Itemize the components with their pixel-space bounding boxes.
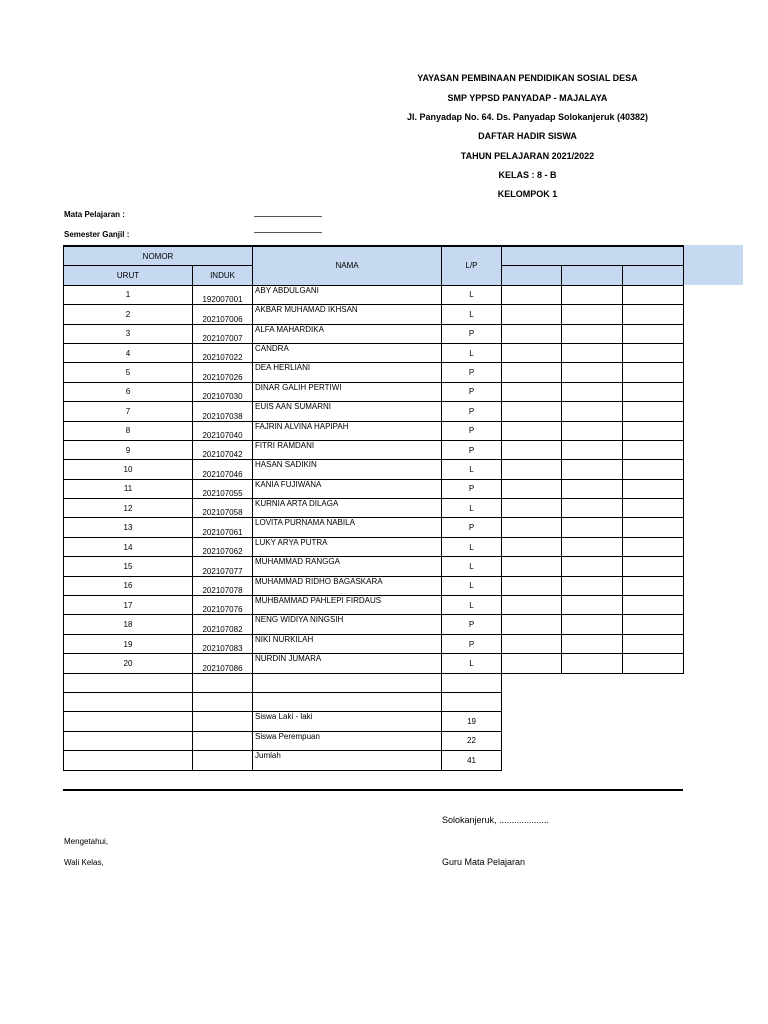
- semester-blank-line: [254, 232, 322, 233]
- attendance-cell: [562, 421, 623, 440]
- student-id: 202107006: [193, 305, 253, 324]
- empty-cell: [64, 673, 193, 692]
- header-attendance-group: [502, 246, 684, 266]
- empty-cell: [64, 731, 193, 750]
- student-row: [64, 440, 684, 459]
- attendance-cell: [502, 499, 562, 518]
- student-name: LUKY ARYA PUTRA: [253, 537, 442, 556]
- empty-cell: [442, 692, 502, 711]
- attendance-cell: [502, 576, 562, 595]
- student-row: [64, 615, 684, 634]
- student-row: [64, 479, 684, 498]
- row-number: 14: [64, 537, 193, 556]
- gender-code: L: [442, 596, 502, 615]
- gender-code: L: [442, 285, 502, 304]
- attendance-cell: [623, 363, 684, 382]
- semester-label: Semester Ganjil :: [64, 230, 130, 239]
- student-name: NENG WIDIYA NINGSIH: [253, 615, 442, 634]
- row-number: 17: [64, 596, 193, 615]
- student-id: 202107007: [193, 324, 253, 343]
- attendance-cell: [502, 324, 562, 343]
- gender-code: P: [442, 440, 502, 459]
- empty-cell: [64, 692, 193, 711]
- attendance-cell: [562, 382, 623, 401]
- gender-code: P: [442, 363, 502, 382]
- attendance-cell: [502, 382, 562, 401]
- empty-row: [64, 692, 684, 711]
- gender-code: L: [442, 654, 502, 673]
- attendance-cell: [623, 479, 684, 498]
- attendance-cell: [623, 324, 684, 343]
- attendance-cell: [502, 460, 562, 479]
- row-number: 12: [64, 499, 193, 518]
- subject-label: Mata Pelajaran :: [64, 210, 125, 219]
- attendance-cell: [562, 499, 623, 518]
- subject-blank-line: [254, 216, 322, 217]
- student-name: MUHAMMAD RANGGA: [253, 557, 442, 576]
- attendance-cell: [623, 460, 684, 479]
- student-id: 202107083: [193, 634, 253, 653]
- attendance-cell: [562, 305, 623, 324]
- header-lp: L/P: [442, 246, 502, 285]
- foundation-name: YAYASAN PEMBINAAN PENDIDIKAN SOSIAL DESA: [417, 73, 638, 83]
- row-number: 8: [64, 421, 193, 440]
- summary-label: Siswa Perempuan: [253, 731, 442, 750]
- student-name: MUHBAMMAD PAHLEPI FIRDAUS: [253, 596, 442, 615]
- attendance-cell: [623, 596, 684, 615]
- row-number: 16: [64, 576, 193, 595]
- student-name: LOVITA PURNAMA NABILA: [253, 518, 442, 537]
- row-number: 2: [64, 305, 193, 324]
- attendance-cell: [562, 440, 623, 459]
- class-label: KELAS : 8 - B: [498, 170, 557, 180]
- student-name: FITRI RAMDANI: [253, 440, 442, 459]
- student-row: [64, 382, 684, 401]
- empty-cell: [193, 731, 253, 750]
- student-id: 202107076: [193, 596, 253, 615]
- header-attendance-3: [623, 266, 684, 285]
- roster-body: [64, 285, 684, 770]
- student-id: 202107040: [193, 421, 253, 440]
- gender-code: P: [442, 479, 502, 498]
- attendance-cell: [562, 518, 623, 537]
- attendance-cell: [502, 479, 562, 498]
- student-id: 202107077: [193, 557, 253, 576]
- student-name: DINAR GALIH PERTIWI: [253, 382, 442, 401]
- attendance-cell: [502, 343, 562, 362]
- student-id: 202107026: [193, 363, 253, 382]
- attendance-cell: [623, 402, 684, 421]
- empty-row: [64, 673, 684, 692]
- document-title: DAFTAR HADIR SISWA: [478, 131, 577, 141]
- student-name: ABY ABDULGANI: [253, 285, 442, 304]
- attendance-cell: [623, 537, 684, 556]
- row-number: 6: [64, 382, 193, 401]
- attendance-cell: [562, 576, 623, 595]
- student-id: 202107086: [193, 654, 253, 673]
- header-attendance-2: [562, 266, 623, 285]
- student-id: 202107055: [193, 479, 253, 498]
- attendance-cell: [562, 479, 623, 498]
- student-row: [64, 324, 684, 343]
- empty-cell: [442, 673, 502, 692]
- attendance-cell: [562, 285, 623, 304]
- attendance-cell: [502, 537, 562, 556]
- student-id: 202107042: [193, 440, 253, 459]
- student-id: 202107022: [193, 343, 253, 362]
- gender-code: L: [442, 460, 502, 479]
- summary-row: [64, 731, 684, 750]
- student-id: 202107058: [193, 499, 253, 518]
- attendance-cell: [623, 382, 684, 401]
- header-induk: INDUK: [193, 266, 253, 285]
- gender-code: L: [442, 557, 502, 576]
- attendance-cell: [562, 634, 623, 653]
- attendance-cell: [562, 343, 623, 362]
- student-row: [64, 576, 684, 595]
- attendance-cell: [502, 557, 562, 576]
- attendance-cell: [502, 654, 562, 673]
- row-number: 3: [64, 324, 193, 343]
- gender-code: P: [442, 402, 502, 421]
- row-number: 20: [64, 654, 193, 673]
- row-number: 11: [64, 479, 193, 498]
- student-id: 202107030: [193, 382, 253, 401]
- student-name: CANDRA: [253, 343, 442, 362]
- gender-code: P: [442, 324, 502, 343]
- student-row: [64, 363, 684, 382]
- attendance-cell: [623, 576, 684, 595]
- summary-value: 19: [442, 712, 502, 731]
- student-row: [64, 518, 684, 537]
- attendance-cell: [502, 518, 562, 537]
- homeroom-teacher-label: Wali Kelas,: [64, 858, 104, 867]
- student-row: [64, 402, 684, 421]
- student-row: [64, 537, 684, 556]
- student-row: [64, 305, 684, 324]
- attendance-cell: [623, 557, 684, 576]
- student-id: 202107062: [193, 537, 253, 556]
- student-row: [64, 343, 684, 362]
- attendance-cell: [562, 324, 623, 343]
- attendance-cell: [562, 557, 623, 576]
- student-name: HASAN SADIKIN: [253, 460, 442, 479]
- row-number: 9: [64, 440, 193, 459]
- attendance-cell: [562, 460, 623, 479]
- header-urut: URUT: [64, 266, 193, 285]
- attendance-cell: [562, 615, 623, 634]
- student-name: KURNIA ARTA DILAGA: [253, 499, 442, 518]
- student-row: [64, 421, 684, 440]
- mengetahui-label: Mengetahui,: [64, 837, 109, 846]
- student-id: 192007001: [193, 285, 253, 304]
- empty-cell: [193, 692, 253, 711]
- attendance-cell: [623, 615, 684, 634]
- student-name: MUHAMMAD RIDHO BAGASKARA: [253, 576, 442, 595]
- row-number: 7: [64, 402, 193, 421]
- student-name: ALFA MAHARDIKA: [253, 324, 442, 343]
- attendance-cell: [502, 440, 562, 459]
- summary-value: 41: [442, 751, 502, 770]
- school-name: SMP YPPSD PANYADAP - MAJALAYA: [447, 93, 608, 103]
- footer-rule: [63, 789, 683, 791]
- attendance-cell: [623, 305, 684, 324]
- student-id: 202107078: [193, 576, 253, 595]
- gender-code: P: [442, 634, 502, 653]
- attendance-cell: [502, 285, 562, 304]
- student-name: AKBAR MUHAMAD IKHSAN: [253, 305, 442, 324]
- row-number: 19: [64, 634, 193, 653]
- attendance-cell: [562, 363, 623, 382]
- attendance-table: [63, 245, 684, 771]
- student-name: NIKI NURKILAH: [253, 634, 442, 653]
- empty-cell: [193, 712, 253, 731]
- empty-cell: [193, 751, 253, 770]
- student-id: 202107038: [193, 402, 253, 421]
- row-number: 10: [64, 460, 193, 479]
- header-attendance-1: [502, 266, 562, 285]
- header-nama: NAMA: [253, 246, 442, 285]
- student-row: [64, 285, 684, 304]
- student-name: DEA HERLIANI: [253, 363, 442, 382]
- student-name: EUIS AAN SUMARNI: [253, 402, 442, 421]
- attendance-cell: [562, 654, 623, 673]
- summary-label: Siswa Laki - laki: [253, 712, 442, 731]
- header-nomor: NOMOR: [64, 246, 253, 266]
- row-number: 15: [64, 557, 193, 576]
- subject-teacher-label: Guru Mata Pelajaran: [442, 857, 526, 867]
- place-date: Solokanjeruk, ....................: [442, 815, 550, 825]
- gender-code: L: [442, 343, 502, 362]
- attendance-cell: [623, 518, 684, 537]
- empty-cell: [64, 712, 193, 731]
- row-number: 4: [64, 343, 193, 362]
- summary-row: [64, 751, 684, 770]
- group-label: KELOMPOK 1: [497, 189, 558, 199]
- attendance-cell: [623, 343, 684, 362]
- student-id: 202107082: [193, 615, 253, 634]
- attendance-cell: [502, 596, 562, 615]
- student-row: [64, 596, 684, 615]
- gender-code: P: [442, 382, 502, 401]
- student-row: [64, 499, 684, 518]
- empty-cell: [64, 751, 193, 770]
- student-id: 202107046: [193, 460, 253, 479]
- attendance-cell: [502, 363, 562, 382]
- row-number: 13: [64, 518, 193, 537]
- empty-cell: [193, 673, 253, 692]
- attendance-cell: [623, 285, 684, 304]
- gender-code: L: [442, 537, 502, 556]
- summary-label: Jumlah: [253, 751, 442, 770]
- attendance-cell: [623, 654, 684, 673]
- gender-code: L: [442, 576, 502, 595]
- student-name: KANIA FUJIWANA: [253, 479, 442, 498]
- student-name: FAJRIN ALVINA HAPIPAH: [253, 421, 442, 440]
- summary-row: [64, 712, 684, 731]
- empty-cell: [253, 692, 442, 711]
- attendance-cell: [502, 615, 562, 634]
- gender-code: P: [442, 518, 502, 537]
- attendance-cell: [502, 305, 562, 324]
- student-row: [64, 654, 684, 673]
- student-id: 202107061: [193, 518, 253, 537]
- student-row: [64, 557, 684, 576]
- attendance-cell: [623, 421, 684, 440]
- attendance-cell: [562, 537, 623, 556]
- student-row: [64, 460, 684, 479]
- attendance-cell: [623, 499, 684, 518]
- attendance-cell: [502, 421, 562, 440]
- attendance-cell: [502, 634, 562, 653]
- school-address: Jl. Panyadap No. 64. Ds. Panyadap Solokanjeruk (40382): [406, 112, 649, 122]
- row-number: 1: [64, 285, 193, 304]
- row-number: 5: [64, 363, 193, 382]
- empty-cell: [253, 673, 442, 692]
- attendance-cell: [623, 440, 684, 459]
- gender-code: P: [442, 421, 502, 440]
- attendance-cell: [562, 402, 623, 421]
- row-number: 18: [64, 615, 193, 634]
- gender-code: L: [442, 499, 502, 518]
- attendance-cell: [623, 634, 684, 653]
- student-row: [64, 634, 684, 653]
- summary-value: 22: [442, 731, 502, 750]
- attendance-cell: [562, 596, 623, 615]
- gender-code: P: [442, 615, 502, 634]
- student-name: NURDIN JUMARA: [253, 654, 442, 673]
- gender-code: L: [442, 305, 502, 324]
- academic-year: TAHUN PELAJARAN 2021/2022: [460, 151, 595, 161]
- attendance-cell: [502, 402, 562, 421]
